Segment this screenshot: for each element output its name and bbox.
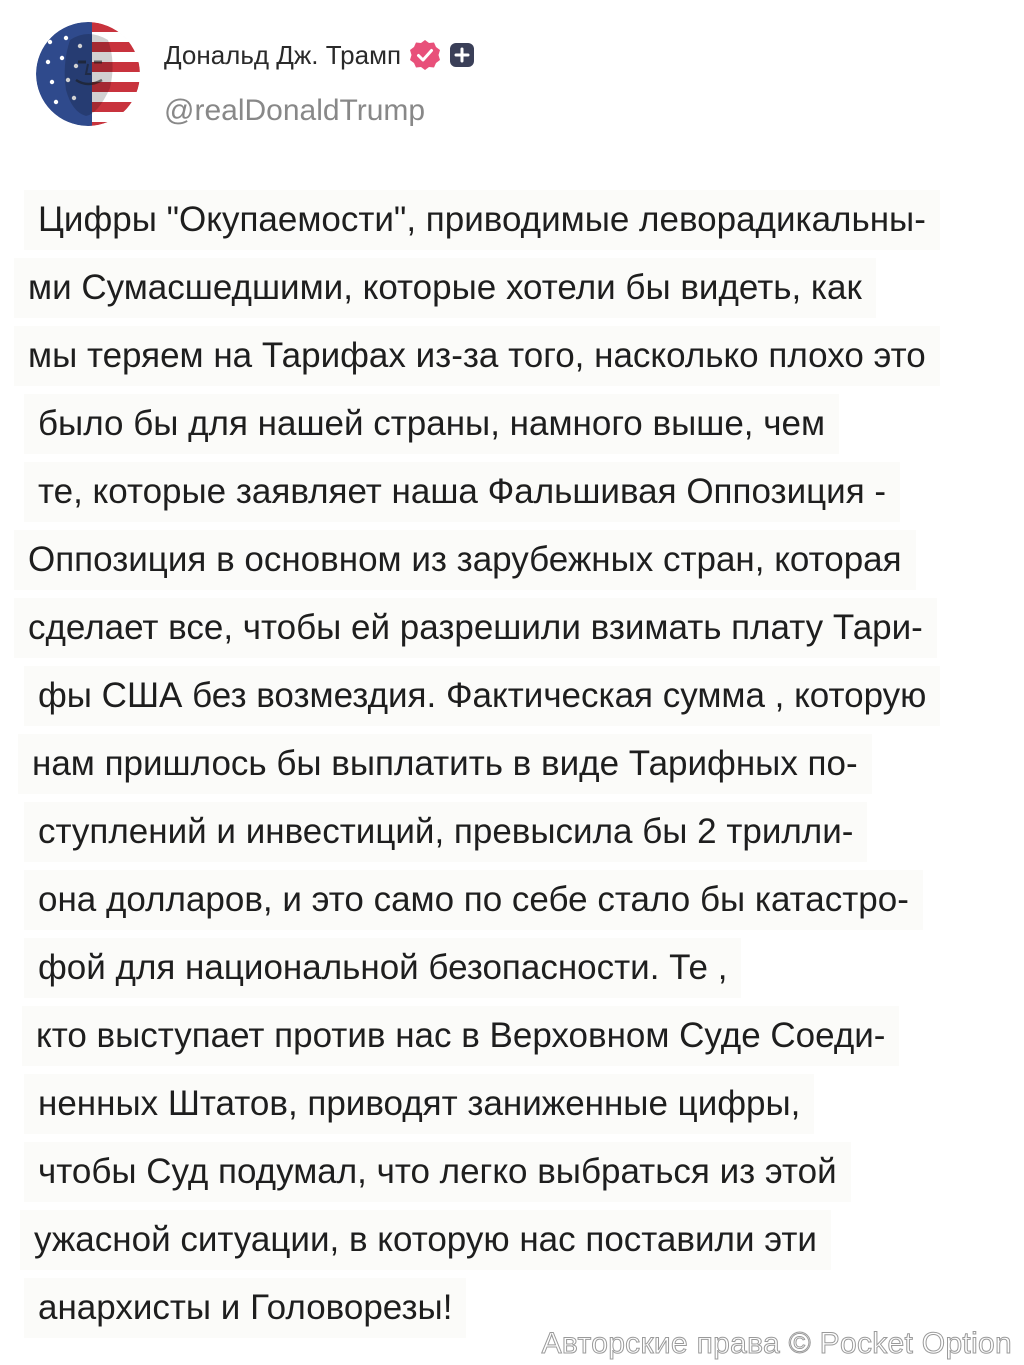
post-text-line-content: фой для национальной безопасности. Те , (24, 938, 741, 998)
post-text-line-content: те, которые заявляет наша Фальшивая Оппозиция - (24, 462, 900, 522)
post-text-line (14, 254, 1004, 322)
post-text-line (14, 1002, 1004, 1070)
post-text (14, 186, 1004, 1342)
post-text-line (14, 934, 1004, 1002)
post-text-line-content: Цифры "Окупаемости", приводимые леворадикальны- (24, 190, 940, 250)
post-text-line-content: кто выступает против нас в Верховном Суде Соеди- (22, 1006, 899, 1066)
post-text-line (14, 186, 1004, 254)
post-text-line (14, 730, 1004, 798)
post-text-line-content: ужасной ситуации, в которую нас поставили эти (20, 1210, 831, 1270)
flag-portrait-avatar (36, 22, 140, 126)
post-text-line-content: ми Сумасшедшими, которые хотели бы видеть, как (14, 258, 876, 318)
author-display-name[interactable]: Дональд Дж. Трамп (164, 39, 402, 70)
post-text-line (14, 526, 1004, 594)
post-text-line (14, 866, 1004, 934)
post-text-line-content: анархисты и Головорезы! (24, 1278, 466, 1338)
post-text-line (14, 798, 1004, 866)
post-text-line-content: ступлений и инвестиций, превысила бы 2 трилли- (24, 802, 867, 862)
post-text-line-content: нам пришлось бы выплатить в виде Тарифных по- (18, 734, 872, 794)
post-text-line-content: она долларов, и это само по себе стало бы катастро- (24, 870, 923, 930)
post-text-line (14, 594, 1004, 662)
post-text-line-content: сделает все, чтобы ей разрешили взимать плату Тари- (14, 598, 937, 658)
post-text-line (14, 1138, 1004, 1206)
post-text-line-content: Оппозиция в основном из зарубежных стран, которая (14, 530, 916, 590)
plus-badge-icon (449, 42, 475, 68)
post-text-line-content: мы теряем на Тарифах из-за того, насколько плохо это (14, 326, 940, 386)
post-text-line (14, 662, 1004, 730)
post-text-line-content: ненных Штатов, приводят заниженные цифры, (24, 1074, 814, 1134)
post-text-line-content: фы США без возмездия. Фактическая сумма , которую (24, 666, 940, 726)
author-name-row (164, 38, 475, 72)
post-header (36, 22, 636, 132)
copyright-watermark: Авторские права © Pocket Option (541, 1327, 1012, 1360)
post-text-line (14, 458, 1004, 526)
post-text-line (14, 1206, 1004, 1274)
post-text-line (14, 1070, 1004, 1138)
verified-badge-icon (409, 39, 441, 71)
post-text-line (14, 322, 1004, 390)
avatar[interactable] (36, 22, 140, 126)
author-handle[interactable]: @realDonaldTrump (164, 94, 426, 127)
post-text-line-content: чтобы Суд подумал, что легко выбраться из этой (24, 1142, 851, 1202)
post-text-line (14, 390, 1004, 458)
post-text-line-content: было бы для нашей страны, намного выше, чем (24, 394, 839, 454)
